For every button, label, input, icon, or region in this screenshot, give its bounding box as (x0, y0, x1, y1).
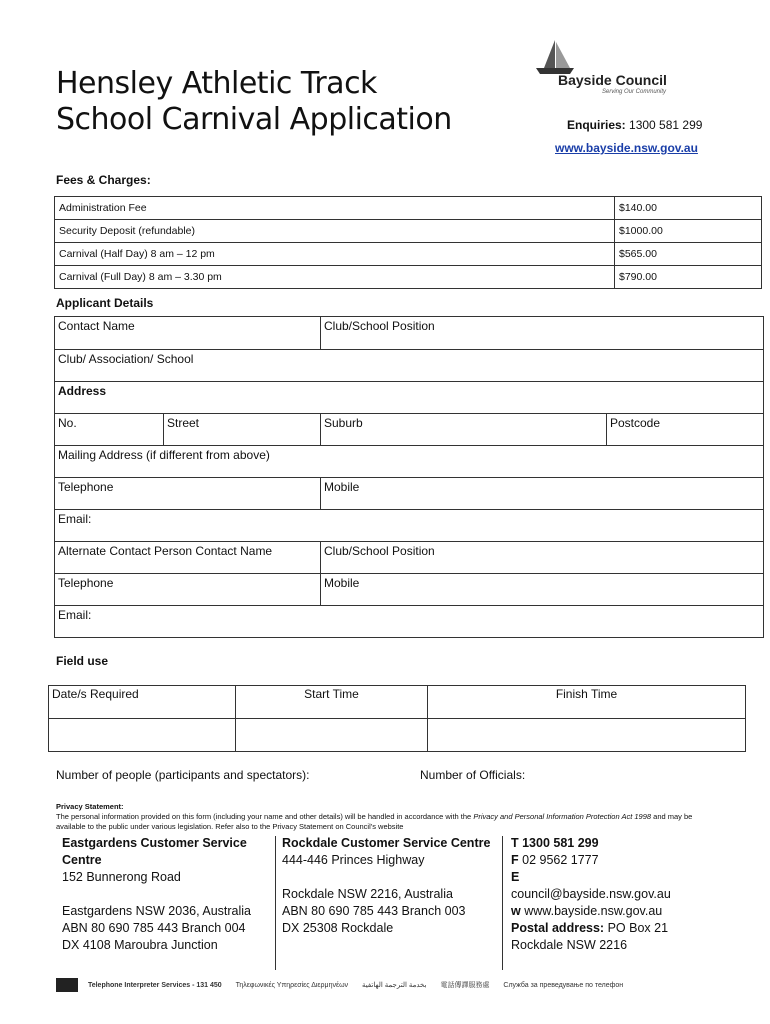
web-label: w (511, 904, 521, 918)
interpreter-label: Telephone Interpreter Services - 131 450 (87, 981, 222, 989)
alt-mobile-field[interactable]: Mobile (324, 576, 360, 590)
postal-suburb: Rockdale NSW 2216 (511, 938, 628, 952)
tis-logo-icon (56, 978, 78, 992)
eastgardens-addr2: Eastgardens NSW 2036, Australia (62, 904, 251, 918)
interpreter-chinese: 電話傳譯服務處 (440, 981, 490, 989)
interpreter-arabic: بخدمة الترجمة الهاتفية (362, 981, 427, 989)
council-contact (511, 835, 701, 954)
fee-item: Administration Fee (55, 197, 615, 220)
postal-value: PO Box 21 (607, 921, 669, 935)
club-row (55, 350, 763, 382)
email-row (55, 510, 763, 542)
alt-contact-row (55, 542, 763, 574)
privacy-heading: Privacy Statement: (56, 802, 124, 811)
mailing-field[interactable]: Mailing Address (if different from above) (58, 448, 270, 462)
contact-row (55, 317, 763, 350)
fee-item: Security Deposit (refundable) (55, 220, 615, 243)
privacy-text-2: and may be available to the public under various legislation. Refer also to the Privacy Statement on Council's website (56, 812, 693, 831)
fees-table (54, 196, 762, 289)
rockdale-addr2: Rockdale NSW 2216, Australia (282, 887, 453, 901)
fee-row (55, 220, 762, 243)
eastgardens-centre (62, 835, 270, 954)
contact-fax-line (511, 852, 701, 869)
fee-price: $565.00 (615, 243, 762, 266)
mobile-field[interactable]: Mobile (324, 480, 360, 494)
phone-row (55, 478, 763, 510)
street-field[interactable]: Street (167, 416, 200, 430)
privacy-statement (56, 802, 716, 832)
alt-email-field[interactable]: Email: (58, 608, 92, 622)
contact-phone: T 1300 581 299 (511, 836, 599, 850)
postal-line (511, 920, 701, 937)
page-title (56, 66, 452, 138)
enquiries-phone: 1300 581 299 (629, 118, 703, 132)
contact-fax: 02 9562 1777 (522, 853, 599, 867)
field-use-header-row (49, 686, 746, 719)
title-line-1: Hensley Athletic Track (56, 66, 377, 101)
field-use-table (48, 685, 746, 752)
finish-time-header: Finish Time (428, 686, 746, 719)
address-fields-row (55, 414, 763, 446)
fee-row (55, 197, 762, 220)
applicant-form (54, 316, 764, 638)
rockdale-centre (282, 835, 497, 937)
suburb-field[interactable]: Suburb (324, 416, 363, 430)
start-time-input[interactable] (236, 719, 428, 752)
website-link[interactable]: www.bayside.nsw.gov.au (555, 141, 698, 155)
finish-time-input[interactable] (428, 719, 746, 752)
contact-email[interactable]: council@bayside.nsw.gov.au (511, 887, 671, 901)
fee-item: Carnival (Full Day) 8 am – 3.30 pm (55, 266, 615, 289)
email-label: E (511, 870, 520, 884)
dates-header: Date/s Required (49, 686, 236, 719)
postal-label: Postal address: (511, 921, 605, 935)
interpreter-greek: Τηλεφωνικές Υπηρεσίες Διερμηνέων (235, 981, 349, 989)
bayside-council-logo (530, 38, 690, 100)
fees-heading: Fees & Charges: (56, 173, 151, 187)
fee-price: $1000.00 (615, 220, 762, 243)
privacy-act: Privacy and Personal Information Protection Act 1998 (473, 812, 652, 821)
interpreter-macedonian: Служба за преведување по телефон (503, 981, 624, 989)
postcode-field[interactable]: Postcode (610, 416, 661, 430)
rockdale-abn: ABN 80 690 785 443 Branch 003 (282, 904, 466, 918)
telephone-field[interactable]: Telephone (58, 480, 114, 494)
fee-price: $790.00 (615, 266, 762, 289)
people-label: Number of people (participants and spectators): (56, 768, 310, 782)
applicant-heading: Applicant Details (56, 296, 154, 310)
field-use-heading: Field use (56, 654, 109, 668)
enquiries (567, 118, 702, 132)
eastgardens-dx: DX 4108 Maroubra Junction (62, 938, 218, 952)
officials-label: Number of Officials: (420, 768, 526, 782)
contact-web[interactable]: www.bayside.nsw.gov.au (524, 904, 663, 918)
fax-label: F (511, 853, 519, 867)
alt-phone-row (55, 574, 763, 606)
start-time-header: Start Time (236, 686, 428, 719)
email-field[interactable]: Email: (58, 512, 92, 526)
alt-contact-field[interactable]: Alternate Contact Person Contact Name (58, 544, 273, 558)
alt-email-row (55, 606, 763, 636)
position-field[interactable]: Club/School Position (324, 319, 435, 333)
dates-input[interactable] (49, 719, 236, 752)
club-field[interactable]: Club/ Association/ School (58, 352, 194, 366)
contact-web-line (511, 903, 701, 920)
contact-name-field[interactable]: Contact Name (58, 319, 135, 333)
number-field[interactable]: No. (58, 416, 77, 430)
eastgardens-name: Eastgardens Customer Service Centre (62, 836, 247, 867)
alt-telephone-field[interactable]: Telephone (58, 576, 114, 590)
rockdale-name: Rockdale Customer Service Centre (282, 836, 491, 850)
fee-price: $140.00 (615, 197, 762, 220)
rockdale-addr1: 444-446 Princes Highway (282, 853, 425, 867)
fee-row (55, 266, 762, 289)
fee-row (55, 243, 762, 266)
eastgardens-addr1: 152 Bunnerong Road (62, 870, 181, 884)
mailing-row (55, 446, 763, 478)
enquiries-label: Enquiries: (567, 118, 626, 132)
field-use-input-row (49, 719, 746, 752)
eastgardens-abn: ABN 80 690 785 443 Branch 004 (62, 921, 246, 935)
rockdale-dx: DX 25308 Rockdale (282, 921, 394, 935)
address-label: Address (58, 384, 107, 398)
interpreter-bar (56, 978, 623, 992)
address-row (55, 382, 763, 414)
fee-item: Carnival (Half Day) 8 am – 12 pm (55, 243, 615, 266)
logo-name: Bayside Council (558, 72, 667, 88)
alt-position-field[interactable]: Club/School Position (324, 544, 435, 558)
title-line-2: School Carnival Application (56, 102, 452, 137)
privacy-text-1: The personal information provided on this form (including your name and other details) will be handled in accordance with the (56, 812, 474, 821)
logo-tagline: Serving Our Community (602, 89, 667, 95)
